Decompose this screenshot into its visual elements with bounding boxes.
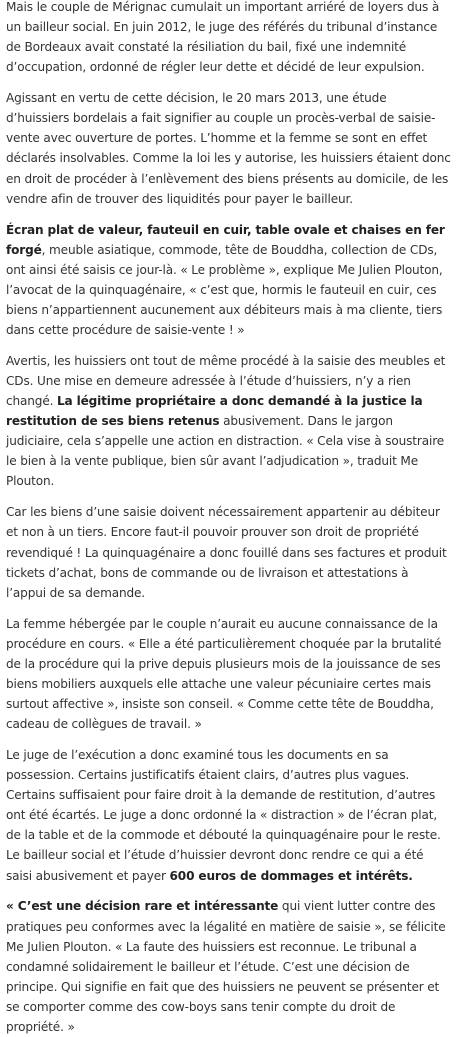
text-run: , meuble asiatique, commode, tête de Bouddha, collection de CDs, ont ainsi été saisis ce jour-là. « Le problème », explique Me Julien Plouton, l’avocat de la quinquagénaire, « c’est que, hormis le fauteuil en cuir, ces biens n’appartiennent aucunement aux débiteurs mais à ma cliente, tiers dans cette procédure de saisie-vente ! » xyxy=(6,242,443,337)
article-paragraph xyxy=(6,896,452,1037)
bold-text-run: La légitime propriétaire a donc demandé à la justice la restitution de ses biens retenus xyxy=(6,394,423,429)
text-run: Le juge de l’exécution a donc examiné tous les documents en sa possession. Certains justificatifs étaient clairs, d’autres plus vagues. Certains suffisaient pour faire droit à la demande de restitution, d’autres ont été écartés. Le juge a donc ordonné la « distraction » de l’écran plat, de la table et de la commode et débouté la quinquagénaire pour le reste. Le bailleur social et l’étude d’huissier devront donc rendre ce qui a été saisi abusivement et payer xyxy=(6,747,441,883)
article-paragraph xyxy=(6,614,452,735)
text-run: La femme hébergée par le couple n’aurait eu aucune connaissance de la procédure en cours. « Elle a été particulièrement choquée par la brutalité de la procédure qui la prive depuis plusieurs mois de la jouissance de ses biens mobiliers auxquels elle attache une valeur pécuniaire certes mais surtout affective », insiste son conseil. « Comme cette tête de Bouddha, cadeau de collègues de travail. » xyxy=(6,616,442,732)
text-run: Mais le couple de Mérignac cumulait un important arriéré de loyers dus à un bailleur social. En juin 2012, le juge des référés du tribunal d’instance de Bordeaux avait constaté la résiliation du bail, fixé une indemnité d’occupation, ordonné de régler leur dette et décidé de leur expulsion. xyxy=(6,0,440,75)
article-paragraph xyxy=(6,0,452,77)
bold-text-run: Écran plat de valeur, fauteuil en cuir, table ovale et chaises en fer forgé xyxy=(6,222,445,257)
bold-text-run: « C’est une décision rare et intéressante xyxy=(6,899,279,914)
article-paragraph xyxy=(6,351,452,492)
article-paragraph xyxy=(6,220,452,341)
text-run: qui vient lutter contre des pratiques peu conformes avec la légalité en matière de saisie », se félicite Me Julien Plouton. « La faute des huissiers est reconnue. Le tribunal a condamné solidairement le bailleur et l’étude. C’est une décision de principe. Qui signifie en fait que des huissiers ne peuvent se présenter et se comporter comme des cow-boys sans tenir compte du droit de propriété. » xyxy=(6,899,446,1034)
article-paragraph xyxy=(6,502,452,602)
text-run: Car les biens d’une saisie doivent nécessairement appartenir au débiteur et non à un tiers. Encore faut-il pouvoir prouver son droit de propriété revendiqué ! La quinquagénaire a donc fouillé dans ses factures et produit tickets d’achat, bons de commande ou de livraison et attestations à l’appui de sa demande. xyxy=(6,505,447,600)
text-run: Agissant en vertu de cette décision, le 20 mars 2013, une étude d’huissiers bordelais a fait signifier au couple un procès-verbal de saisie-vente avec ouverture de portes. L’homme et la femme se sont en effet déclarés insolvables. Comme la loi les y autorise, les huissiers étaient donc en droit de procéder à l’enlèvement des biens présents au domicile, de les vendre afin de trouver des liquidités pour payer le bailleur. xyxy=(6,91,451,206)
article-paragraph xyxy=(6,745,452,886)
article-paragraph xyxy=(6,88,452,209)
text-run: abusivement. Dans le jargon judiciaire, cela s’appelle une action en distraction. « Cela vise à soustraire le bien à la vente publique, bien sûr avant l’adjudication », traduit Me Plouton. xyxy=(6,414,445,489)
bold-text-run: 600 euros de dommages et intérêts. xyxy=(169,868,413,883)
text-run: Avertis, les huissiers ont tout de même procédé à la saisie des meubles et CDs. Une mise en demeure adressée à l’étude d’huissiers, n’y a rien changé. xyxy=(6,353,446,409)
